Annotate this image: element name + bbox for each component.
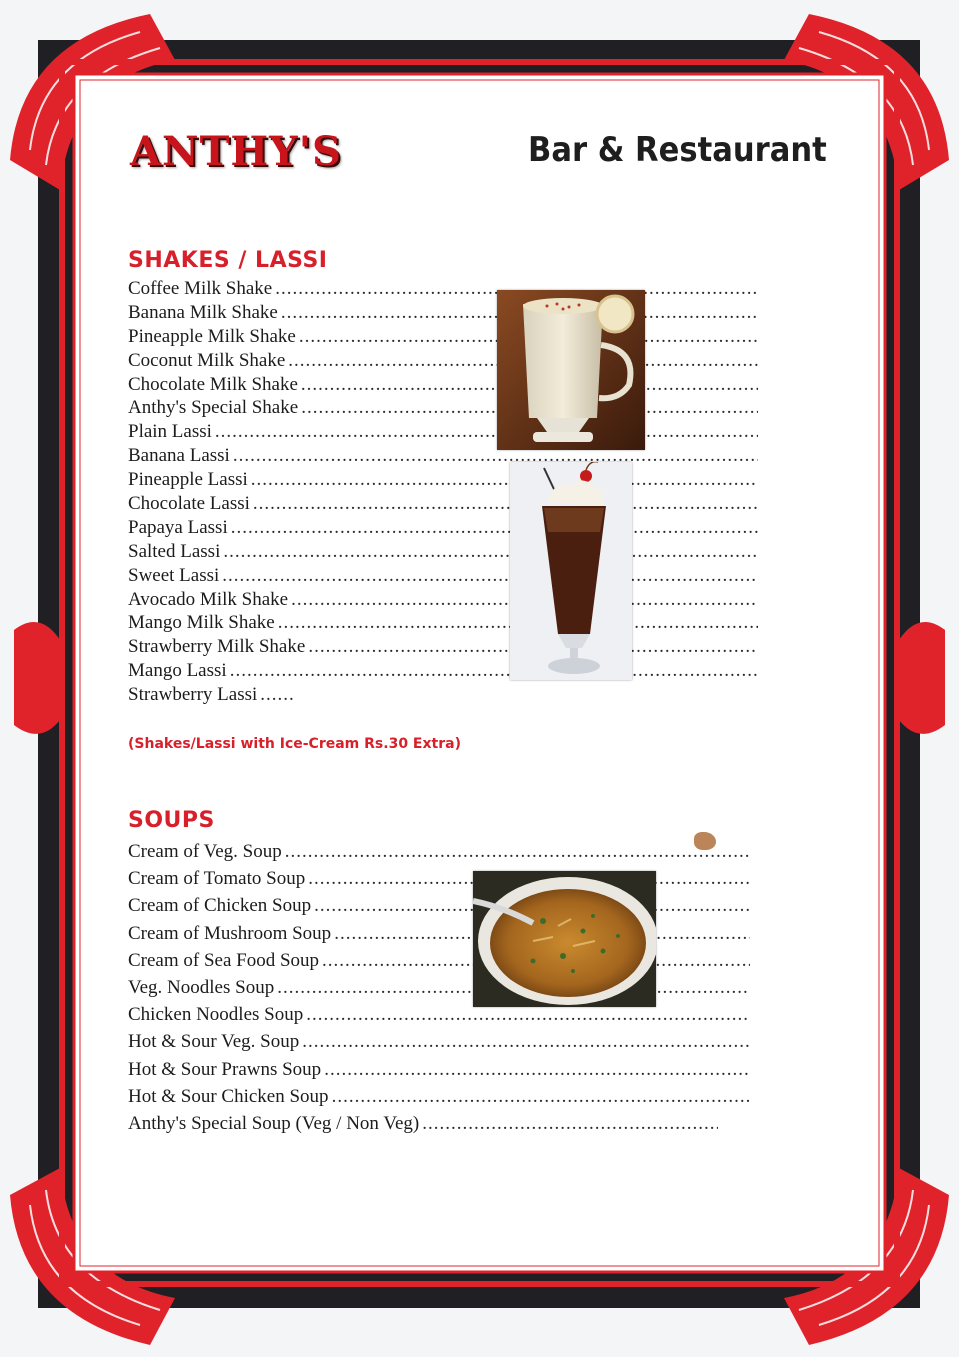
chocolate-float-photo: [510, 462, 632, 680]
menu-item-soup: Hot & Sour Prawns Soup .....: [128, 1056, 750, 1083]
menu-item-lassi: Salted Lassi .....: [128, 540, 758, 564]
menu-item-shake: Pineapple Milk Shake .....: [128, 325, 758, 349]
menu-item-lassi: Plain Lassi .....: [128, 420, 758, 444]
menu-item-soup: Cream of Sea Food Soup .....: [128, 947, 750, 974]
menu-item-soup: Veg. Noodles Soup .....: [128, 974, 750, 1001]
menu-item-shake: Banana Milk Shake .....: [128, 301, 758, 325]
section-title-shakes: SHAKES / LASSI: [128, 248, 328, 273]
menu-item-shake: Strawberry Milk Shake .....: [128, 635, 758, 659]
menu-item-lassi: Papaya Lassi .....: [128, 516, 758, 540]
menu-item-lassi: Mango Lassi .....: [128, 659, 758, 683]
menu-item-shake: Anthy's Special Shake .....: [128, 396, 758, 420]
menu-item-shake: Coconut Milk Shake .....: [128, 349, 758, 373]
menu-item-soup: Chicken Noodles Soup .....: [128, 1001, 750, 1028]
menu-item-lassi: Pineapple Lassi .....: [128, 468, 758, 492]
menu-item-shake: Mango Milk Shake .....: [128, 611, 758, 635]
menu-item-soup: Cream of Mushroom Soup .....: [128, 920, 750, 947]
ice-cream-note: (Shakes/Lassi with Ice-Cream Rs.30 Extra): [128, 736, 461, 752]
menu-item-soup: Cream of Tomato Soup .....: [128, 865, 750, 892]
banana-milkshake-photo: [497, 290, 645, 450]
restaurant-tagline: Bar & Restaurant: [528, 130, 827, 170]
section-title-soups: SOUPS: [128, 808, 215, 833]
menu-item-soup: Anthy's Special Soup (Veg / Non Veg) .....: [128, 1110, 718, 1137]
hot-and-sour-soup-photo: [473, 871, 656, 1007]
menu-item-soup: Hot & Sour Veg. Soup .....: [128, 1028, 750, 1055]
menu-item-soup: Hot & Sour Chicken Soup .....: [128, 1083, 750, 1110]
menu-item-soup: Cream of Veg. Soup .....: [128, 838, 750, 865]
restaurant-brand: ANTHY'S: [130, 128, 342, 175]
menu-item-shake: Avocado Milk Shake .....: [128, 588, 758, 612]
menu-item-lassi: Strawberry Lassi .....: [128, 683, 296, 707]
menu-item-shake: Chocolate Milk Shake .....: [128, 373, 758, 397]
shakes-list: [128, 277, 758, 707]
menu-item-soup: Cream of Chicken Soup .....: [128, 892, 750, 919]
menu-item-shake: Coffee Milk Shake .....: [128, 277, 758, 301]
menu-item-lassi: Sweet Lassi .....: [128, 564, 758, 588]
menu-item-lassi: Banana Lassi .....: [128, 444, 758, 468]
soups-list: [128, 838, 750, 1137]
menu-item-lassi: Chocolate Lassi .....: [128, 492, 758, 516]
